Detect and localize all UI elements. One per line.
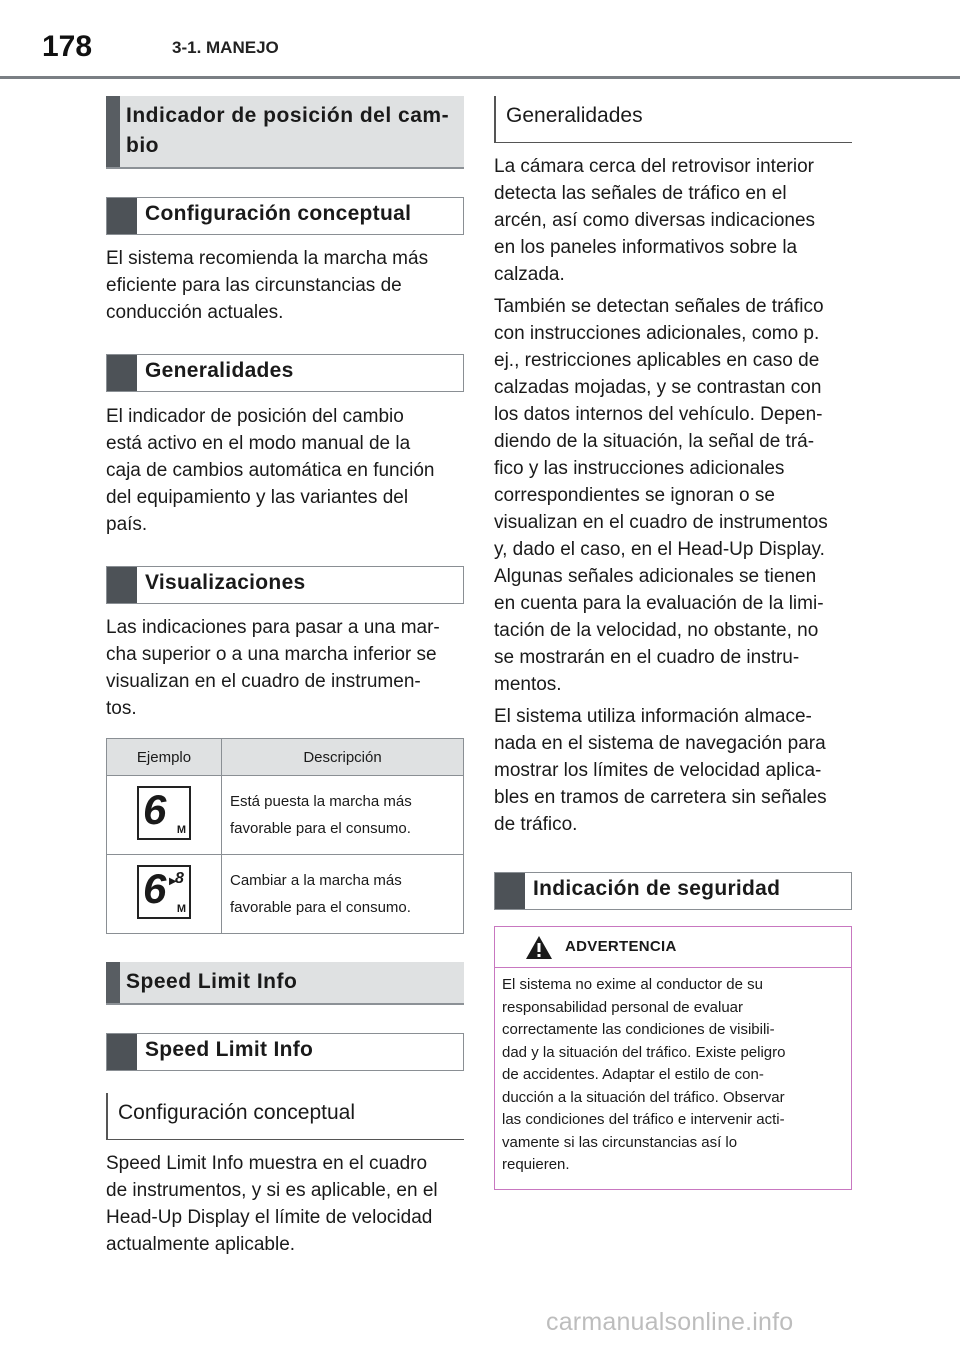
- shift-arrow-icon: ▶: [169, 876, 177, 887]
- right-column: [494, 96, 852, 1190]
- header-divider: [0, 76, 960, 79]
- heading-speed-limit-info: Speed Limit Info: [106, 1033, 464, 1071]
- example-cell: [107, 855, 222, 934]
- page-header: [0, 0, 960, 80]
- warning-box: [494, 926, 852, 1190]
- left-column: [106, 96, 464, 1258]
- description-cell: Cambiar a la marcha más favorable para el consumo.: [222, 855, 464, 934]
- heading-displays: Visualizaciones: [106, 566, 464, 604]
- gear-display-icon: [137, 786, 191, 840]
- warning-triangle-icon: [525, 935, 553, 965]
- example-cell: [107, 776, 222, 855]
- watermark: carmanualsonline.info: [546, 1308, 794, 1336]
- heading-general-right: Generalidades: [494, 96, 852, 143]
- gear-number: 6: [143, 786, 167, 833]
- paragraph-general: El indicador de posición del cambio está activo en el modo manual de la caja de cambios automática en función del equipamiento y las variantes del país.: [106, 406, 435, 535]
- table-row: [107, 855, 464, 934]
- section-label: 3-1. MANEJO: [172, 38, 279, 57]
- heading-safety: Indicación de seguridad: [494, 872, 852, 910]
- column-header-description: Descripción: [222, 739, 464, 776]
- paragraph-signs: También se detectan señales de tráfico con instrucciones adicionales, como p. ej., restricciones aplicables en caso de calzadas mojadas, y se contrastan con los datos internos del vehículo. Depen- diendo de la situación, la señal de trá- fico y las instrucciones adicionales correspondientes se ignoran o se visualizan en el cuadro de instrumentos y, dado el caso, en el Head-Up Display. Algunas señales adicionales se tienen en cuenta para la evaluación de la limi- tación de la velocidad, no obstante, no se mostrarán en el cuadro de instru- mentos.: [494, 296, 828, 695]
- paragraph-displays: Las indicaciones para pasar a una mar- cha superior o a una marcha inferior se visualizan en el cuadro de instrumen- tos.: [106, 617, 440, 719]
- gear-indicator-table: [106, 738, 464, 934]
- page-number: 178: [42, 30, 93, 63]
- warning-title: ADVERTENCIA: [565, 938, 677, 955]
- paragraph-speed-limit: Speed Limit Info muestra en el cuadro de instrumentos, y si es aplicable, en el Head-Up Display el límite de velocidad actualmente aplicable.: [106, 1153, 438, 1255]
- description-cell: Está puesta la marcha más favorable para el consumo.: [222, 776, 464, 855]
- gear-shift-icon: [137, 865, 191, 919]
- heading-general: Generalidades: [106, 354, 464, 392]
- paragraph-camera: La cámara cerca del retrovisor interior detecta las señales de tráfico en el arcén, así como diversas indicaciones en los paneles informativos sobre la calzada.: [494, 156, 816, 285]
- gear-mode: M: [176, 903, 186, 915]
- table-header-row: [107, 739, 464, 776]
- gear-mode: M: [176, 824, 186, 836]
- subheading-conceptual-config: Configuración conceptual: [106, 1093, 464, 1140]
- paragraph-navigation: El sistema utiliza información almace- nada en el sistema de navegación para mostrar los límites de velocidad aplica- bles en tramos de carretera sin señales de tráfico.: [494, 706, 827, 835]
- gear-target: 8: [175, 870, 184, 887]
- paragraph-conceptual-config: El sistema recomienda la marcha más eficiente para las circunstancias de conducción actuales.: [106, 248, 429, 323]
- warning-header: [495, 927, 851, 968]
- gear-number: 6: [143, 865, 167, 912]
- chapter-title-gear-indicator: Indicador de posición del cam- bio: [106, 96, 464, 169]
- heading-conceptual-config: Configuración conceptual: [106, 197, 464, 235]
- warning-text: El sistema no exime al conductor de su responsabilidad personal de evaluar correctamente las condiciones de visibili- dad y la situación del tráfico. Existe peligro de accidentes. Adaptar el estilo de con- ducción a la situación del tráfico. Observar las condiciones del tráfico e intervenir acti- vamente si las circunstancias así lo requieren.: [502, 976, 786, 1173]
- table-row: [107, 776, 464, 855]
- chapter-title-speed-limit: Speed Limit Info: [106, 962, 464, 1005]
- column-header-example: Ejemplo: [107, 739, 222, 776]
